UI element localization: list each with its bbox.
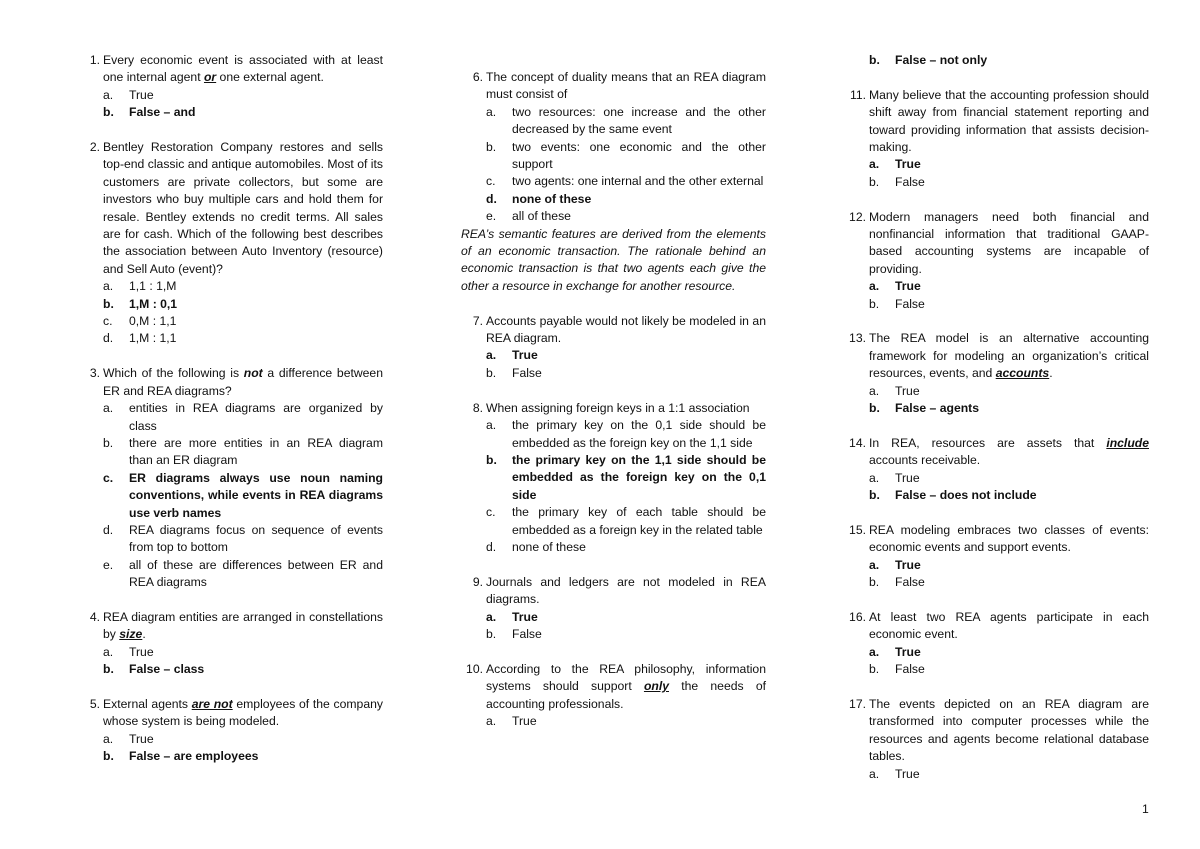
question-text: . — [142, 627, 146, 642]
column-1 — [78, 52, 383, 766]
option-text: True — [895, 766, 920, 781]
option-letter: a. — [869, 157, 880, 172]
option-letter: c. — [486, 505, 496, 520]
option-text: False – are employees — [129, 749, 259, 764]
option-answer — [844, 278, 1149, 295]
option-text: False — [895, 662, 925, 677]
question-text: At least two REA agents participate in each economic event. — [869, 609, 1149, 642]
question-15 — [844, 522, 1149, 557]
option — [844, 383, 1149, 400]
option — [461, 365, 766, 382]
option-letter: a. — [103, 644, 114, 659]
question-number: 17. — [849, 696, 866, 711]
option-text: the primary key of each table should be embedded as a foreign key in the related table — [512, 505, 766, 537]
question-text: External agents — [103, 696, 192, 711]
option-text: False – class — [129, 662, 205, 677]
question-9 — [461, 574, 766, 609]
question-3 — [78, 365, 383, 400]
option-text: True — [895, 644, 921, 659]
option-text: False — [895, 575, 925, 590]
option-letter: b. — [103, 296, 114, 311]
option-answer — [844, 156, 1149, 173]
option-letter: a. — [486, 104, 497, 119]
option — [461, 173, 766, 190]
option-text: ER diagrams always use noun naming conventions, while events in REA diagrams use verb names — [129, 470, 383, 520]
option-letter: a. — [486, 609, 497, 624]
option — [78, 87, 383, 104]
question-number: 15. — [849, 522, 866, 537]
option-text: True — [895, 383, 920, 398]
option-letter: b. — [103, 749, 114, 764]
option-letter: b. — [869, 401, 880, 416]
option-letter: c. — [103, 314, 113, 329]
option-letter: b. — [869, 53, 880, 67]
question-text: When assigning foreign keys in a 1:1 association — [486, 400, 750, 415]
option-letter: a. — [103, 401, 114, 416]
question-emphasis: include — [1106, 435, 1149, 450]
question-text: REA modeling embraces two classes of events: economic events and support events. — [869, 522, 1149, 555]
option-text: True — [895, 557, 921, 572]
option — [844, 574, 1149, 591]
question-text: Which of the following is — [103, 366, 244, 381]
option-letter: e. — [103, 557, 114, 572]
option — [78, 278, 383, 295]
option-text: REA diagrams focus on sequence of events from top to bottom — [129, 522, 383, 555]
question-number: 7. — [472, 313, 483, 328]
option — [78, 731, 383, 748]
option-text: True — [512, 348, 538, 363]
option-answer — [844, 52, 1149, 69]
option-text: the primary key on the 1,1 side should be embedded as the foreign key on the 0,1 side — [512, 452, 766, 502]
option-letter: d. — [486, 191, 497, 206]
option-answer — [461, 609, 766, 626]
option-text: 1,1 : 1,M — [129, 279, 177, 294]
option-letter: a. — [103, 279, 114, 294]
option-letter: b. — [486, 452, 497, 467]
option-text: True — [895, 157, 921, 172]
question-number: 3. — [89, 366, 100, 381]
option-text: none of these — [512, 191, 592, 206]
option-text: False — [512, 365, 542, 380]
option — [461, 713, 766, 730]
option-text: two resources: one increase and the other decreased by the same event — [512, 104, 766, 137]
option-text: 1,M : 0,1 — [129, 296, 178, 311]
option-letter: b. — [486, 139, 497, 154]
option — [78, 435, 383, 470]
question-number: 6. — [472, 70, 483, 84]
option-letter: b. — [486, 626, 497, 641]
question-number: 1. — [89, 53, 100, 67]
question-text: one external agent. — [216, 70, 324, 85]
option-text: False – agents — [895, 401, 979, 416]
question-number: 9. — [472, 574, 483, 589]
option — [461, 539, 766, 556]
question-number: 8. — [472, 400, 483, 415]
option — [78, 330, 383, 347]
question-number: 4. — [89, 609, 100, 624]
question-text: Modern managers need both financial and nonfinancial information that traditional GAAP-based accounting systems are incapable of providing. — [869, 209, 1149, 276]
option-text: two agents: one internal and the other external — [512, 174, 764, 189]
option-answer — [461, 452, 766, 504]
option — [461, 626, 766, 643]
option-text: False — [895, 174, 925, 189]
question-10 — [461, 661, 766, 713]
question-number: 16. — [849, 609, 866, 624]
question-text: Journals and ledgers are not modeled in REA diagrams. — [486, 574, 766, 607]
option-text: True — [512, 713, 537, 728]
option-text: all of these are differences between ER and REA diagrams — [129, 557, 383, 590]
option-answer — [78, 296, 383, 313]
option-letter: a. — [869, 557, 880, 572]
option-text: there are more entities in an REA diagram than an ER diagram — [129, 435, 383, 468]
question-text: Accounts payable would not likely be modeled in an REA diagram. — [486, 313, 766, 346]
option — [78, 522, 383, 557]
question-text: The concept of duality means that an REA diagram must consist of — [486, 70, 766, 102]
question-emphasis: or — [203, 70, 217, 85]
option-letter: b. — [103, 105, 114, 120]
option — [78, 400, 383, 435]
question-17 — [844, 696, 1149, 766]
option-letter: b. — [869, 488, 880, 503]
question-number: 2. — [89, 140, 100, 155]
option-letter: c. — [486, 174, 496, 189]
option-text: none of these — [512, 539, 586, 554]
question-text: . — [1049, 366, 1053, 381]
option-letter: a. — [103, 731, 114, 746]
option-letter: a. — [486, 348, 497, 363]
option-letter: b. — [103, 662, 114, 677]
question-2 — [78, 139, 383, 278]
option-text: False – and — [129, 105, 196, 120]
question-5 — [78, 696, 383, 731]
question-text: Many believe that the accounting profession should shift away from financial statement reporting and toward providing information that assists decision-making. — [869, 87, 1149, 155]
option-text: 1,M : 1,1 — [129, 331, 177, 346]
option-letter: a. — [869, 383, 880, 398]
option-letter: c. — [103, 470, 114, 485]
option-text: True — [129, 644, 154, 659]
option-text: False — [895, 296, 925, 311]
question-number: 11. — [849, 87, 866, 102]
option — [844, 766, 1149, 783]
question-12 — [844, 209, 1149, 279]
option — [844, 174, 1149, 191]
option — [78, 313, 383, 330]
question-text: The REA model is an alternative accounting framework for modeling an organization’s critical resources, events, and — [869, 331, 1149, 381]
question-number: 14. — [849, 435, 866, 450]
option-letter: a. — [486, 418, 497, 433]
option-answer — [78, 661, 383, 678]
option-answer — [78, 470, 383, 522]
question-number: 10. — [466, 661, 483, 676]
option-letter: a. — [869, 766, 880, 781]
option-letter: a. — [103, 87, 114, 102]
option-text: True — [895, 470, 920, 485]
question-emphasis: not — [243, 366, 263, 381]
option-text: True — [512, 609, 538, 624]
option-letter: b. — [869, 296, 880, 311]
option-text: False — [512, 626, 542, 641]
question-number: 13. — [849, 331, 866, 346]
question-emphasis: size — [119, 627, 143, 642]
option-answer — [461, 191, 766, 208]
option-letter: a. — [869, 470, 880, 485]
option — [844, 296, 1149, 313]
question-14 — [844, 435, 1149, 470]
option — [78, 644, 383, 661]
option-answer — [461, 347, 766, 364]
question-emphasis: accounts — [995, 366, 1050, 381]
option-letter: b. — [869, 575, 880, 590]
option — [78, 557, 383, 592]
option-text: False – does not include — [895, 488, 1037, 503]
option-letter: a. — [869, 279, 880, 294]
option — [461, 504, 766, 539]
option-letter: b. — [486, 365, 497, 380]
option — [844, 470, 1149, 487]
option — [844, 661, 1149, 678]
question-16 — [844, 609, 1149, 644]
option-answer — [844, 487, 1149, 504]
option-text: True — [129, 731, 154, 746]
question-text: REA diagram entities are arranged in constellations by — [103, 609, 383, 642]
option-letter: d. — [103, 522, 114, 537]
question-13 — [844, 330, 1149, 382]
question-text: a difference between ER and REA diagrams? — [103, 366, 383, 398]
option-letter: a. — [486, 713, 497, 728]
option — [461, 208, 766, 225]
option — [461, 417, 766, 452]
question-1 — [78, 52, 383, 87]
question-number: 5. — [89, 696, 100, 711]
question-text: The events depicted on an REA diagram are transformed into computer processes while the resources and agents become relational database tables. — [869, 696, 1149, 764]
question-emphasis: only — [643, 679, 669, 694]
option-letter: d. — [486, 539, 497, 554]
option-answer — [78, 748, 383, 765]
option-letter: b. — [869, 174, 880, 189]
option — [461, 139, 766, 174]
option-text: all of these — [512, 209, 571, 224]
question-4 — [78, 609, 383, 644]
option-letter: b. — [869, 662, 880, 677]
question-emphasis: are not — [191, 696, 233, 711]
option-text: True — [129, 87, 154, 102]
option-answer — [844, 557, 1149, 574]
option-letter: d. — [103, 331, 114, 346]
question-text: In REA, resources are assets that — [869, 435, 1107, 450]
option-letter: e. — [486, 209, 497, 224]
question-text: According to the REA philosophy, information systems should support — [486, 661, 766, 694]
question-11 — [844, 87, 1149, 157]
option-text: 0,M : 1,1 — [129, 314, 177, 329]
option-answer — [844, 400, 1149, 417]
option-answer — [844, 644, 1149, 661]
question-8 — [461, 400, 766, 417]
question-6 — [461, 69, 766, 104]
column-2 — [461, 69, 766, 730]
option — [461, 104, 766, 139]
rationale-note: REA’s semantic features are derived from the elements of an economic transaction. The rationale behind an economic transaction is that two agents each give the other a resource in exchange for another resource. — [461, 226, 766, 293]
option-text: two events: one economic and the other support — [512, 139, 766, 172]
page-number: 1 — [1142, 802, 1149, 816]
question-text: Every economic event is associated with at least one internal agent — [103, 53, 383, 85]
column-3 — [844, 52, 1149, 783]
question-text: the needs of accounting professionals. — [486, 679, 766, 711]
option-text: False – not only — [895, 53, 988, 67]
question-text: accounts receivable. — [869, 453, 981, 468]
option-letter: b. — [103, 435, 114, 450]
option-text: entities in REA diagrams are organized by class — [129, 401, 383, 433]
question-number: 12. — [849, 209, 866, 224]
question-text: employees of the company whose system is being modeled. — [103, 696, 383, 729]
option-answer — [78, 104, 383, 121]
option-text: the primary key on the 0,1 side should be embedded as the foreign key on the 1,1 side — [512, 418, 766, 450]
option-letter: a. — [869, 644, 880, 659]
question-text: Bentley Restoration Company restores and sells top-end classic and antique automobiles. Most of its customers are private collectors, but some are investors who buy multiple cars and hold them for resale. Bentley extends no credit terms. All sales are for cash. Which of the following best describes the association between Auto Inventory (resource) and Sell Auto (event)? — [103, 140, 383, 276]
option-text: True — [895, 279, 921, 294]
question-7 — [461, 313, 766, 348]
